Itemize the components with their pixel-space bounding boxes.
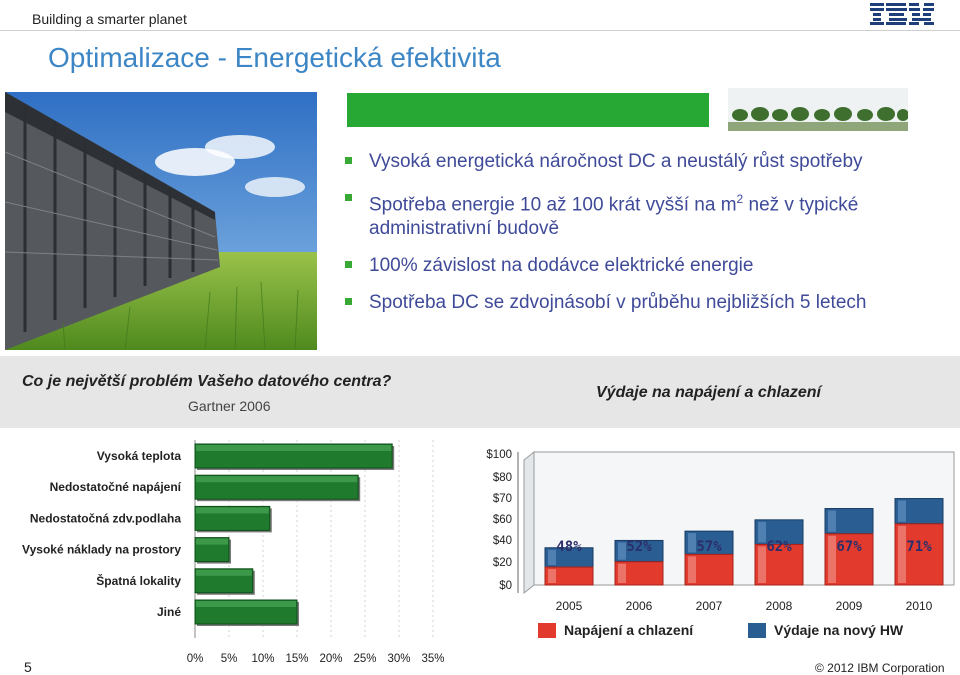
page-number: 5 [24, 659, 32, 675]
hbar-bar-highlight [196, 570, 252, 576]
bullet-list [345, 150, 945, 328]
hbar-category-label: Vysoká teplota [96, 449, 181, 463]
bullet-text: Spotřeba DC se zdvojnásobí v průběhu nejbližších 5 letech [369, 292, 867, 314]
bullet-marker [345, 298, 352, 305]
brand-tagline: Building a smarter planet [32, 11, 187, 27]
tree-row-image [728, 88, 908, 131]
bullet-text: Spotřeba energie 10 až 100 krát vyšší na m [369, 194, 737, 216]
legend-swatch-hw [748, 623, 766, 638]
vbar-side-wall [524, 452, 534, 593]
vbar-segment-hw-highlight [548, 550, 556, 565]
left-chart-subtitle: Gartner 2006 [188, 398, 271, 414]
hbar-xtick: 0% [186, 653, 204, 665]
hbar-category-label: Nedostatočná zdv.podlaha [29, 511, 181, 526]
vbar-segment-power-highlight [548, 569, 556, 583]
vbar-segment-hw-highlight [688, 533, 696, 552]
header-divider [0, 30, 960, 31]
hbar-xtick: 35% [421, 653, 445, 665]
hbar-xtick: 5% [220, 653, 238, 665]
vbar-back-panel [534, 452, 954, 585]
legend [538, 622, 958, 642]
hbar-xtick: 20% [319, 653, 343, 665]
hbar-category-label: Jiné [156, 605, 181, 619]
hbar-bar-highlight [196, 507, 269, 513]
legend-swatch-power [538, 623, 556, 638]
bullet-item [345, 291, 945, 315]
legend-label-hw: Výdaje na nový HW [774, 622, 904, 638]
vbar-category-label: 2006 [625, 599, 653, 613]
bullet-item [345, 150, 945, 174]
hbar-plot [0, 430, 470, 670]
page-title: Optimalizace - Energetická efektivita [48, 42, 501, 73]
hbar-category-label: Vysoké náklady na prostory [22, 542, 181, 557]
bullet-marker [345, 157, 352, 164]
hbar-category-label: Nedostatočné napájení [49, 480, 181, 495]
bullet-marker [345, 194, 352, 201]
left-chart-title: Co je největší problém Vašeho datového centra? [22, 373, 392, 390]
vbar-category-label: 2005 [555, 599, 583, 613]
green-banner [347, 93, 709, 127]
datacenter-photo [5, 92, 317, 350]
hbar-bar-highlight [196, 476, 357, 482]
bullet-item [345, 187, 945, 241]
vbar-ytick: $80 [492, 472, 512, 484]
vbar-ytick: $20 [492, 557, 512, 569]
hbar-category-label: Špatná lokality [96, 573, 181, 588]
vbar-percent-label: 48% [556, 539, 582, 555]
bullet-marker [345, 261, 352, 268]
right-chart-title: Výdaje na napájení a chlazení [596, 384, 821, 401]
legend-label-power: Napájení a chlazení [564, 622, 694, 638]
stacked-bar-chart [474, 440, 960, 644]
vbar-segment-hw-highlight [898, 501, 906, 522]
bullet-item [345, 254, 945, 278]
vbar-ytick: $0 [499, 580, 512, 592]
hbar-xtick: 10% [251, 653, 275, 665]
vbar-percent-label: 67% [836, 539, 862, 555]
vbar-ytick: $60 [492, 514, 512, 526]
copyright: © 2012 IBM Corporation [815, 661, 945, 675]
vbar-category-label: 2009 [835, 599, 863, 613]
hbar-xtick: 15% [285, 653, 309, 665]
vbar-segment-power-highlight [828, 536, 836, 583]
hbar-bar-highlight [196, 539, 228, 545]
vbar-segment-power-highlight [758, 546, 766, 583]
vbar-percent-label: 57% [696, 539, 722, 555]
vbar-percent-label: 62% [766, 539, 792, 555]
ibm-logo [870, 2, 934, 26]
hbar-bar-highlight [196, 445, 391, 451]
bullet-text: než v typické administrativní budově [369, 194, 859, 240]
vbar-percent-label: 52% [626, 539, 652, 555]
vbar-segment-power-highlight [898, 526, 906, 583]
vbar-ytick: $100 [486, 449, 512, 461]
hbar-xtick: 25% [353, 653, 377, 665]
superscript: 2 [736, 192, 744, 206]
horizontal-bar-chart [0, 430, 470, 670]
vbar-segment-power-highlight [688, 556, 696, 583]
vbar-ytick: $40 [492, 535, 512, 547]
vbar-segment-hw-highlight [828, 511, 836, 532]
vbar-category-label: 2010 [905, 599, 933, 613]
vbar-segment-power-highlight [618, 564, 626, 583]
bullet-text: Vysoká energetická náročnost DC a neustálý růst spotřeby [369, 151, 863, 172]
vbar-percent-label: 71% [906, 539, 932, 555]
bullet-text: 100% závislost na dodávce elektrické energie [369, 255, 754, 277]
vbar-ytick: $70 [492, 493, 512, 505]
vbar-category-label: 2008 [765, 599, 793, 613]
vbar-segment-hw-highlight [758, 522, 766, 543]
hbar-bar-highlight [196, 601, 296, 607]
vbar-category-label: 2007 [695, 599, 723, 613]
hbar-xtick: 30% [387, 653, 411, 665]
vbar-segment-hw-highlight [618, 542, 626, 559]
